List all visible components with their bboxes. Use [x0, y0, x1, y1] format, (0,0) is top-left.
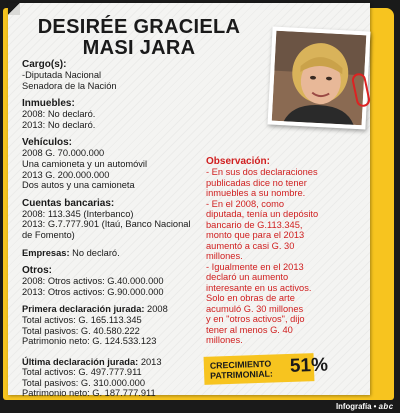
observation-line: millones.: [206, 251, 243, 261]
inmuebles-line: 2013: No declaró.: [22, 119, 96, 130]
growth-badge: [204, 353, 329, 385]
growth-label-line2: PATRIMONIAL:: [210, 368, 274, 381]
otros-line: 2013: Otros activos: G.90.000.000: [22, 286, 164, 297]
cargo-line: Senadora de la Nación: [22, 80, 117, 91]
observation-line: inmuebles a su nombre.: [206, 188, 306, 198]
document-sheet: [8, 3, 370, 399]
inmuebles-heading: Inmuebles:: [22, 98, 75, 110]
observation-heading: Observación:: [206, 156, 270, 167]
section-cargo: [22, 59, 262, 91]
observation-line: - Igualmente en el 2013: [206, 261, 304, 272]
cuentas-line: 2008: 113.345 (Interbanco): [22, 208, 134, 219]
observation-note: [206, 156, 366, 346]
observation-line: aumentó a casi G. 30: [206, 240, 295, 251]
observation-line: tener al menos G. 40: [206, 324, 293, 335]
page-fold: [8, 3, 20, 15]
primera-line: Patrimonio neto: G. 124.533.123: [22, 336, 157, 347]
credit-footer: [336, 402, 394, 411]
growth-percent: 51%: [289, 354, 329, 377]
cargo-line: -Diputada Nacional: [22, 70, 102, 80]
observation-line: - En sus dos declaraciones: [206, 167, 318, 177]
observation-line: diputada, tenía un depósito: [206, 209, 319, 219]
cuentas-line: 2013: G.7.777.901 (Itaú, Banco Nacional: [22, 219, 191, 230]
observation-line: acumuló G. 30 millones: [206, 303, 304, 314]
primera-heading: Primera declaración jurada:: [22, 304, 145, 315]
title-line-1: DESIRÉE GRACIELA: [37, 16, 241, 38]
vehiculos-line: 2013 G. 200.000.000: [22, 169, 110, 180]
cuentas-heading: Cuentas bancarias:: [22, 197, 115, 209]
credit-label: Infografía •: [336, 402, 379, 411]
growth-label-line1: CRECIMIENTO: [209, 358, 272, 371]
observation-line: interesante en us activos.: [206, 282, 312, 293]
cargo-heading: Cargo(s):: [22, 59, 67, 70]
ultima-year: 2013: [138, 356, 162, 367]
person-name-title: [30, 17, 248, 59]
ultima-line: Total activos: G. 497.777.911: [22, 367, 142, 378]
vehiculos-heading: Vehículos:: [22, 137, 73, 149]
otros-line: 2008: Otros activos: G.40.000.000: [22, 276, 164, 287]
observation-line: bancario de G.113.345,: [206, 219, 303, 230]
empresas-value: No declaró.: [69, 247, 120, 258]
section-inmuebles: [22, 98, 262, 130]
vehiculos-line: Dos autos y una camioneta: [22, 180, 135, 191]
ultima-line: Total pasivos: G. 310.000.000: [22, 377, 146, 388]
observation-line: Solo en obras de arte: [206, 293, 295, 303]
title-line-2: MASI JARA: [82, 37, 196, 59]
primera-line: Total activos: G. 165.113.345: [22, 314, 142, 325]
observation-line: publicadas dice no tener: [206, 177, 307, 188]
vehiculos-line: 2008 G. 70.000.000: [22, 148, 105, 159]
observation-line: declaró un aumento: [206, 272, 289, 282]
inmuebles-line: 2008: No declaró.: [22, 109, 96, 120]
empresas-heading: Empresas:: [22, 247, 70, 258]
abc-logo: abc: [378, 402, 394, 411]
vehiculos-line: Una camioneta y un automóvil: [22, 158, 148, 169]
primera-year: 2008: [144, 304, 168, 315]
observation-line: millones.: [206, 335, 243, 345]
primera-line: Total pasivos: G. 40.580.222: [22, 325, 140, 336]
otros-heading: Otros:: [22, 265, 52, 277]
ultima-line: Patrimonio neto: G. 187.777.911: [22, 388, 156, 399]
observation-line: monto que para el 2013: [206, 230, 305, 240]
observation-line: y en "otros activos", dijo: [206, 314, 305, 324]
ultima-heading: Última declaración jurada:: [22, 356, 139, 367]
cuentas-line: de Fomento): [22, 229, 75, 240]
observation-line: - En el 2008, como: [206, 198, 285, 209]
